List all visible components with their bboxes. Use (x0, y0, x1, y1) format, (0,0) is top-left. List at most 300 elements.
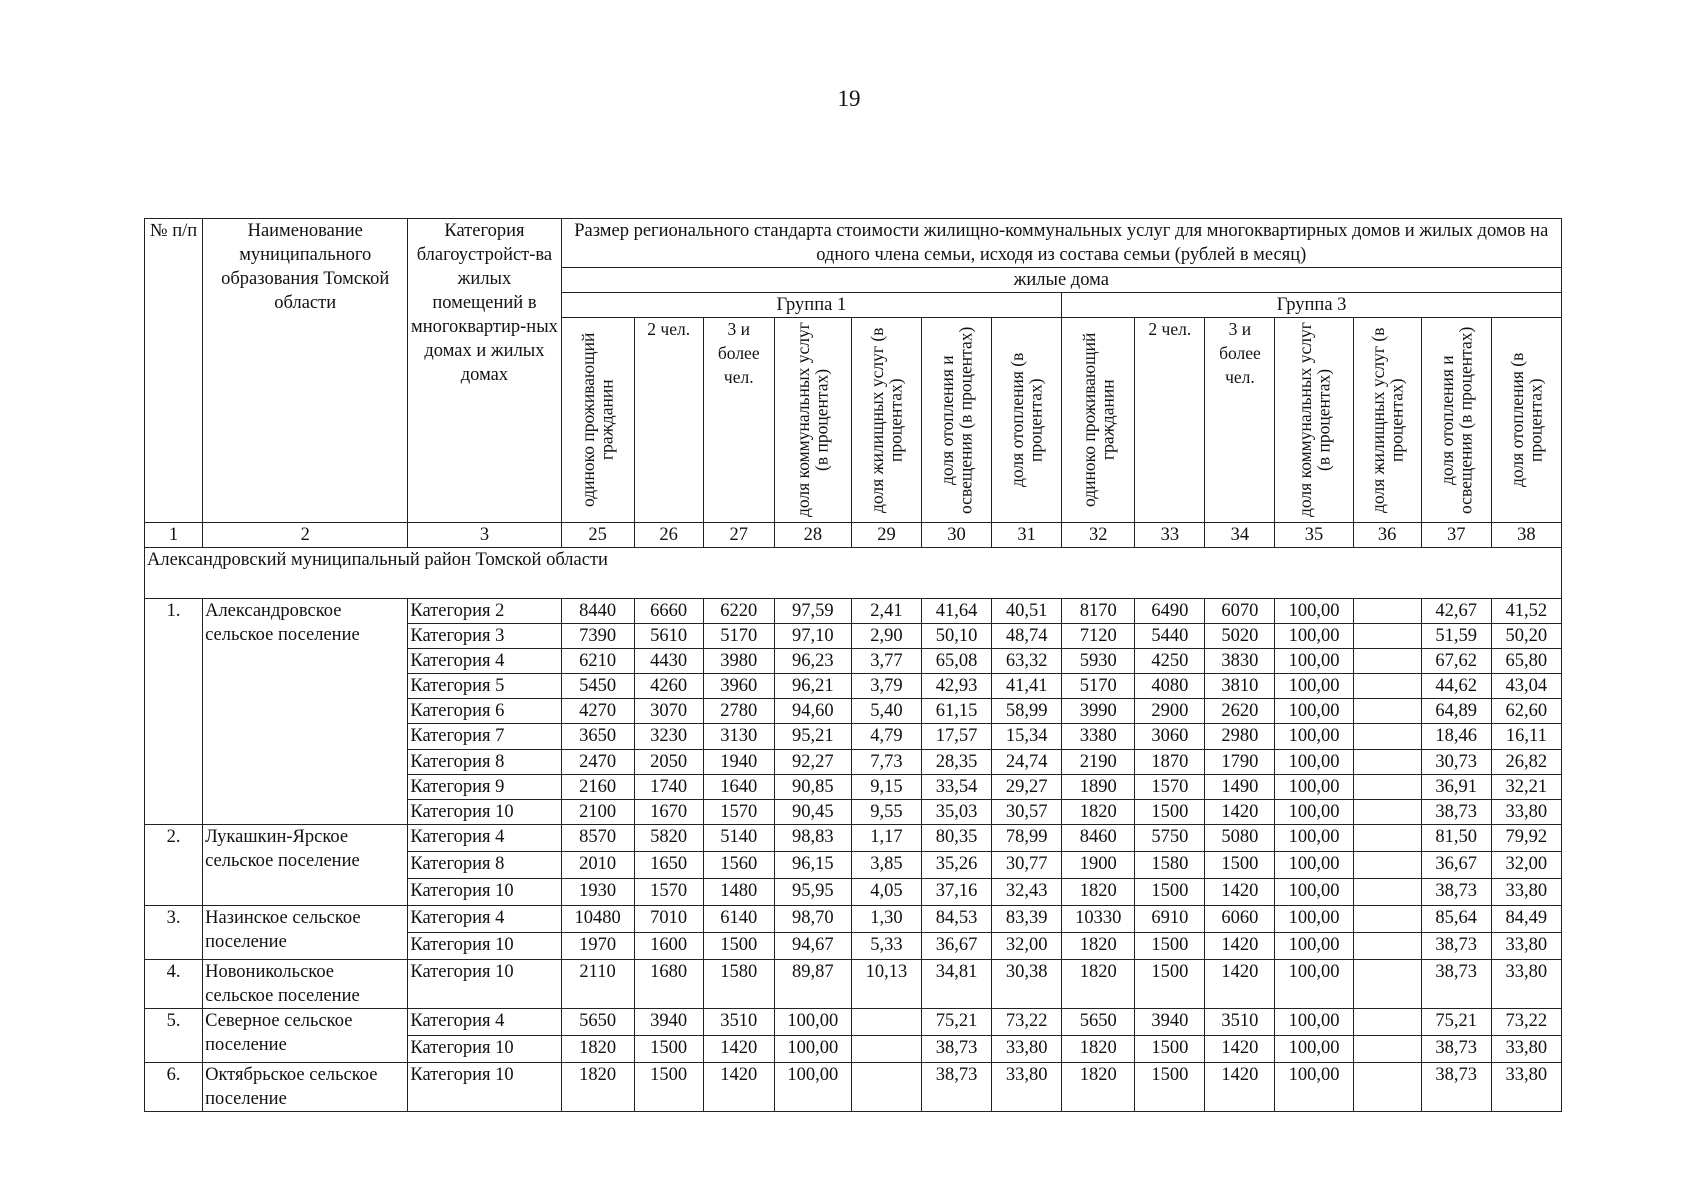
value-cell: 1820 (1062, 878, 1135, 905)
value-cell: 1570 (703, 799, 774, 824)
value-cell: 8170 (1062, 599, 1135, 624)
municipality-name: Назинское сельское поселение (203, 905, 408, 959)
value-cell: 2900 (1135, 699, 1205, 724)
value-cell: 41,41 (992, 674, 1062, 699)
value-cell (1353, 1008, 1421, 1035)
column-number: 2 (203, 523, 408, 548)
header-group-1: Группа 1 (561, 293, 1062, 318)
value-cell: 50,20 (1491, 624, 1561, 649)
value-cell: 6060 (1205, 905, 1275, 932)
value-cell: 2980 (1205, 724, 1275, 749)
value-cell: 1500 (1205, 851, 1275, 878)
header-municipality: Наименование муниципального образования Томской области (203, 219, 408, 523)
value-cell: 90,45 (774, 799, 851, 824)
value-cell: 100,00 (1275, 649, 1353, 674)
value-cell: 51,59 (1421, 624, 1491, 649)
column-number: 3 (408, 523, 561, 548)
page-number: 19 (837, 86, 861, 111)
value-cell: 100,00 (1275, 932, 1353, 959)
value-cell: 10,13 (851, 959, 921, 1008)
column-number: 36 (1353, 523, 1421, 548)
category-cell: Категория 10 (408, 878, 561, 905)
value-cell: 3,85 (851, 851, 921, 878)
header-group-3: Группа 3 (1062, 293, 1562, 318)
category-cell: Категория 10 (408, 932, 561, 959)
value-cell: 84,49 (1491, 905, 1561, 932)
value-cell: 38,73 (1421, 1062, 1491, 1111)
value-cell: 1420 (1205, 1035, 1275, 1062)
value-cell: 1890 (1062, 774, 1135, 799)
value-cell: 26,82 (1491, 749, 1561, 774)
value-cell: 3960 (703, 674, 774, 699)
value-cell: 37,16 (922, 878, 992, 905)
value-cell: 62,60 (1491, 699, 1561, 724)
value-cell: 38,73 (922, 1035, 992, 1062)
header-g1-communal: доля коммунальных услуг (в процентах) (793, 322, 832, 518)
value-cell: 65,08 (922, 649, 992, 674)
value-cell: 3510 (1205, 1008, 1275, 1035)
value-cell: 7010 (634, 905, 703, 932)
value-cell: 33,80 (992, 1062, 1062, 1111)
value-cell: 42,67 (1421, 599, 1491, 624)
district-name: Александровский муниципальный район Томской области (145, 548, 1562, 599)
value-cell: 36,91 (1421, 774, 1491, 799)
value-cell: 5610 (634, 624, 703, 649)
value-cell: 1900 (1062, 851, 1135, 878)
value-cell: 78,99 (992, 824, 1062, 851)
value-cell: 97,59 (774, 599, 851, 624)
value-cell: 43,04 (1491, 674, 1561, 699)
row-number: 4. (145, 959, 203, 1008)
column-number: 38 (1491, 523, 1561, 548)
value-cell: 2110 (561, 959, 634, 1008)
value-cell: 4430 (634, 649, 703, 674)
value-cell: 100,00 (1275, 699, 1353, 724)
value-cell: 100,00 (1275, 724, 1353, 749)
header-g3-housing: доля жилищных услуг (в процентах) (1367, 327, 1407, 513)
value-cell: 92,27 (774, 749, 851, 774)
value-cell: 83,39 (992, 905, 1062, 932)
value-cell: 8440 (561, 599, 634, 624)
value-cell: 1420 (1205, 959, 1275, 1008)
value-cell: 5650 (561, 1008, 634, 1035)
value-cell: 100,00 (1275, 959, 1353, 1008)
value-cell (1353, 824, 1421, 851)
value-cell: 18,46 (1421, 724, 1491, 749)
value-cell (1353, 624, 1421, 649)
table-row (145, 905, 1562, 932)
value-cell: 2470 (561, 749, 634, 774)
municipality-name: Александровское сельское поселение (203, 599, 408, 824)
municipality-name: Новоникольское сельское поселение (203, 959, 408, 1008)
value-cell: 3990 (1062, 699, 1135, 724)
value-cell: 8570 (561, 824, 634, 851)
value-cell: 1680 (634, 959, 703, 1008)
value-cell: 7120 (1062, 624, 1135, 649)
value-cell: 1560 (703, 851, 774, 878)
value-cell: 3650 (561, 724, 634, 749)
value-cell: 1970 (561, 932, 634, 959)
column-number: 30 (922, 523, 992, 548)
category-cell: Категория 6 (408, 699, 561, 724)
value-cell: 3940 (634, 1008, 703, 1035)
value-cell: 6070 (1205, 599, 1275, 624)
value-cell: 75,21 (922, 1008, 992, 1035)
value-cell: 58,99 (992, 699, 1062, 724)
value-cell: 38,73 (1421, 799, 1491, 824)
value-cell: 1600 (634, 932, 703, 959)
value-cell: 34,81 (922, 959, 992, 1008)
value-cell: 1820 (1062, 799, 1135, 824)
value-cell: 5080 (1205, 824, 1275, 851)
value-cell: 41,52 (1491, 599, 1561, 624)
value-cell: 1500 (634, 1062, 703, 1111)
header-g1-housing: доля жилищных услуг (в процентах) (867, 327, 906, 513)
value-cell: 33,80 (1491, 1062, 1561, 1111)
column-number: 27 (703, 523, 774, 548)
value-cell: 9,15 (851, 774, 921, 799)
value-cell: 100,00 (774, 1035, 851, 1062)
value-cell: 1820 (1062, 1035, 1135, 1062)
value-cell: 100,00 (1275, 799, 1353, 824)
value-cell: 73,22 (992, 1008, 1062, 1035)
value-cell: 6140 (703, 905, 774, 932)
category-cell: Категория 10 (408, 1035, 561, 1062)
value-cell: 2010 (561, 851, 634, 878)
value-cell: 1570 (1135, 774, 1205, 799)
value-cell: 35,03 (922, 799, 992, 824)
value-cell: 63,32 (992, 649, 1062, 674)
value-cell: 5140 (703, 824, 774, 851)
value-cell: 100,00 (1275, 774, 1353, 799)
value-cell: 98,70 (774, 905, 851, 932)
value-cell: 5450 (561, 674, 634, 699)
value-cell: 6910 (1135, 905, 1205, 932)
value-cell: 1790 (1205, 749, 1275, 774)
column-number: 32 (1062, 523, 1135, 548)
table-row (145, 599, 1562, 624)
value-cell: 98,83 (774, 824, 851, 851)
value-cell (1353, 774, 1421, 799)
value-cell: 67,62 (1421, 649, 1491, 674)
value-cell: 7390 (561, 624, 634, 649)
value-cell: 44,62 (1421, 674, 1491, 699)
value-cell: 65,80 (1491, 649, 1561, 674)
value-cell: 38,73 (1421, 1035, 1491, 1062)
value-cell: 2,41 (851, 599, 921, 624)
table-row (145, 1062, 1562, 1111)
header-g1-heat: доля отопления (в процентах) (1007, 353, 1046, 488)
value-cell: 80,35 (922, 824, 992, 851)
value-cell: 1650 (634, 851, 703, 878)
value-cell: 7,73 (851, 749, 921, 774)
value-cell: 1820 (1062, 1062, 1135, 1111)
value-cell: 40,51 (992, 599, 1062, 624)
value-cell: 38,73 (922, 1062, 992, 1111)
value-cell: 30,77 (992, 851, 1062, 878)
value-cell: 1940 (703, 749, 774, 774)
value-cell: 5,33 (851, 932, 921, 959)
value-cell: 38,73 (1421, 959, 1491, 1008)
value-cell (1353, 959, 1421, 1008)
value-cell: 96,15 (774, 851, 851, 878)
municipality-name: Северное сельское поселение (203, 1008, 408, 1062)
category-cell: Категория 10 (408, 799, 561, 824)
value-cell (1353, 699, 1421, 724)
value-cell: 1740 (634, 774, 703, 799)
column-number: 33 (1135, 523, 1205, 548)
value-cell: 24,74 (992, 749, 1062, 774)
value-cell: 1500 (1135, 1035, 1205, 1062)
value-cell: 81,50 (1421, 824, 1491, 851)
value-cell: 35,26 (922, 851, 992, 878)
column-number: 31 (992, 523, 1062, 548)
value-cell: 1420 (1205, 932, 1275, 959)
category-cell: Категория 4 (408, 824, 561, 851)
value-cell: 1820 (561, 1035, 634, 1062)
value-cell: 75,21 (1421, 1008, 1491, 1035)
value-cell: 3130 (703, 724, 774, 749)
housing-cost-standards-table (144, 218, 1562, 1112)
category-cell: Категория 7 (408, 724, 561, 749)
value-cell: 1490 (1205, 774, 1275, 799)
category-cell: Категория 4 (408, 1008, 561, 1035)
column-number: 28 (774, 523, 851, 548)
value-cell: 4080 (1135, 674, 1205, 699)
value-cell: 5,40 (851, 699, 921, 724)
value-cell: 3830 (1205, 649, 1275, 674)
category-cell: Категория 5 (408, 674, 561, 699)
value-cell: 3980 (703, 649, 774, 674)
header-g1-single: одиноко проживающий гражданин (578, 333, 617, 508)
value-cell: 36,67 (922, 932, 992, 959)
value-cell: 6490 (1135, 599, 1205, 624)
value-cell: 73,22 (1491, 1008, 1561, 1035)
category-cell: Категория 3 (408, 624, 561, 649)
value-cell: 10480 (561, 905, 634, 932)
value-cell: 3,77 (851, 649, 921, 674)
value-cell: 17,57 (922, 724, 992, 749)
value-cell: 3070 (634, 699, 703, 724)
value-cell: 4,05 (851, 878, 921, 905)
value-cell: 100,00 (1275, 824, 1353, 851)
value-cell: 95,21 (774, 724, 851, 749)
value-cell: 90,85 (774, 774, 851, 799)
value-cell: 96,21 (774, 674, 851, 699)
value-cell: 30,73 (1421, 749, 1491, 774)
header-g1-three: 3 и более чел. (717, 319, 760, 388)
value-cell: 100,00 (1275, 749, 1353, 774)
value-cell: 97,10 (774, 624, 851, 649)
value-cell: 29,27 (992, 774, 1062, 799)
value-cell: 2620 (1205, 699, 1275, 724)
value-cell: 94,67 (774, 932, 851, 959)
table-row (145, 959, 1562, 1008)
value-cell: 3,79 (851, 674, 921, 699)
row-number: 2. (145, 824, 203, 905)
value-cell: 1420 (703, 1062, 774, 1111)
value-cell: 32,00 (1491, 851, 1561, 878)
value-cell: 33,80 (1491, 959, 1561, 1008)
category-cell: Категория 9 (408, 774, 561, 799)
table-row (145, 824, 1562, 851)
value-cell (851, 1035, 921, 1062)
header-g3-two: 2 чел. (1148, 319, 1192, 340)
value-cell: 1580 (703, 959, 774, 1008)
value-cell: 4260 (634, 674, 703, 699)
value-cell: 3510 (703, 1008, 774, 1035)
value-cell (1353, 932, 1421, 959)
value-cell (1353, 905, 1421, 932)
value-cell: 1420 (703, 1035, 774, 1062)
value-cell: 6210 (561, 649, 634, 674)
value-cell: 4,79 (851, 724, 921, 749)
value-cell: 100,00 (1275, 1008, 1353, 1035)
value-cell: 33,80 (1491, 799, 1561, 824)
header-residential-houses: жилые дома (561, 268, 1561, 293)
category-cell: Категория 8 (408, 749, 561, 774)
value-cell (1353, 674, 1421, 699)
value-cell: 100,00 (1275, 1062, 1353, 1111)
value-cell: 1420 (1205, 878, 1275, 905)
value-cell: 33,80 (1491, 878, 1561, 905)
value-cell: 48,74 (992, 624, 1062, 649)
value-cell (1353, 878, 1421, 905)
value-cell: 100,00 (1275, 851, 1353, 878)
value-cell: 64,89 (1421, 699, 1491, 724)
value-cell: 2190 (1062, 749, 1135, 774)
value-cell: 4270 (561, 699, 634, 724)
value-cell: 1,30 (851, 905, 921, 932)
value-cell: 1500 (1135, 799, 1205, 824)
value-cell: 100,00 (1275, 674, 1353, 699)
header-g1-heat-light: доля отопления и освещения (в процентах) (937, 326, 976, 514)
value-cell (1353, 749, 1421, 774)
value-cell: 3810 (1205, 674, 1275, 699)
value-cell: 1500 (1135, 959, 1205, 1008)
value-cell (1353, 1062, 1421, 1111)
value-cell: 2050 (634, 749, 703, 774)
value-cell: 2,90 (851, 624, 921, 649)
value-cell: 6220 (703, 599, 774, 624)
value-cell: 61,15 (922, 699, 992, 724)
value-cell: 16,11 (1491, 724, 1561, 749)
value-cell: 100,00 (774, 1062, 851, 1111)
value-cell: 33,80 (992, 1035, 1062, 1062)
header-g3-communal: доля коммунальных услуг (в процентах) (1294, 322, 1334, 518)
value-cell: 9,55 (851, 799, 921, 824)
value-cell: 3060 (1135, 724, 1205, 749)
category-cell: Категория 10 (408, 959, 561, 1008)
value-cell: 5930 (1062, 649, 1135, 674)
value-cell: 3940 (1135, 1008, 1205, 1035)
value-cell: 5170 (703, 624, 774, 649)
column-number: 1 (145, 523, 203, 548)
value-cell: 1,17 (851, 824, 921, 851)
value-cell: 38,73 (1421, 932, 1491, 959)
column-number: 25 (561, 523, 634, 548)
value-cell: 84,53 (922, 905, 992, 932)
row-number: 3. (145, 905, 203, 959)
value-cell: 100,00 (1275, 905, 1353, 932)
table-body (145, 523, 1562, 1112)
value-cell: 1820 (1062, 932, 1135, 959)
value-cell: 33,80 (1491, 1035, 1561, 1062)
value-cell: 89,87 (774, 959, 851, 1008)
category-cell: Категория 4 (408, 905, 561, 932)
municipality-name: Октябрьское сельское поселение (203, 1062, 408, 1111)
value-cell: 28,35 (922, 749, 992, 774)
value-cell: 50,10 (922, 624, 992, 649)
value-cell: 1570 (634, 878, 703, 905)
header-g3-heat-light: доля отопления и освещения (в процентах) (1436, 326, 1476, 514)
header-g3-three: 3 и более чел. (1219, 319, 1261, 388)
value-cell: 2100 (561, 799, 634, 824)
value-cell: 33,54 (922, 774, 992, 799)
value-cell: 5750 (1135, 824, 1205, 851)
value-cell (1353, 1035, 1421, 1062)
value-cell: 10330 (1062, 905, 1135, 932)
value-cell: 38,73 (1421, 878, 1491, 905)
value-cell: 100,00 (1275, 878, 1353, 905)
row-number: 6. (145, 1062, 203, 1111)
value-cell: 42,93 (922, 674, 992, 699)
value-cell: 85,64 (1421, 905, 1491, 932)
value-cell: 100,00 (1275, 599, 1353, 624)
value-cell: 3230 (634, 724, 703, 749)
value-cell (1353, 599, 1421, 624)
value-cell: 100,00 (1275, 624, 1353, 649)
value-cell: 5020 (1205, 624, 1275, 649)
value-cell: 1580 (1135, 851, 1205, 878)
value-cell: 30,57 (992, 799, 1062, 824)
column-number: 34 (1205, 523, 1275, 548)
value-cell (1353, 724, 1421, 749)
column-numbers-row (145, 523, 1562, 548)
value-cell: 32,43 (992, 878, 1062, 905)
value-cell: 1420 (1205, 799, 1275, 824)
value-cell (851, 1008, 921, 1035)
column-number: 35 (1275, 523, 1353, 548)
header-category: Категория благоустройст-ва жилых помещений в многоквартир-ных домах и жилых домах (408, 219, 561, 523)
value-cell: 1500 (1135, 1062, 1205, 1111)
value-cell: 100,00 (1275, 1035, 1353, 1062)
value-cell: 30,38 (992, 959, 1062, 1008)
value-cell: 100,00 (774, 1008, 851, 1035)
value-cell: 41,64 (922, 599, 992, 624)
value-cell: 2780 (703, 699, 774, 724)
value-cell: 79,92 (1491, 824, 1561, 851)
value-cell (1353, 851, 1421, 878)
category-cell: Категория 4 (408, 649, 561, 674)
table-row (145, 1008, 1562, 1035)
value-cell: 1820 (561, 1062, 634, 1111)
value-cell: 36,67 (1421, 851, 1491, 878)
value-cell: 6660 (634, 599, 703, 624)
value-cell: 32,00 (992, 932, 1062, 959)
value-cell: 5170 (1062, 674, 1135, 699)
value-cell: 1480 (703, 878, 774, 905)
value-cell: 94,60 (774, 699, 851, 724)
header-number: № п/п (145, 219, 203, 523)
value-cell: 95,95 (774, 878, 851, 905)
municipality-name: Лукашкин-Ярское сельское поселение (203, 824, 408, 905)
value-cell: 1820 (1062, 959, 1135, 1008)
value-cell: 5440 (1135, 624, 1205, 649)
value-cell: 8460 (1062, 824, 1135, 851)
category-cell: Категория 10 (408, 1062, 561, 1111)
value-cell (1353, 649, 1421, 674)
